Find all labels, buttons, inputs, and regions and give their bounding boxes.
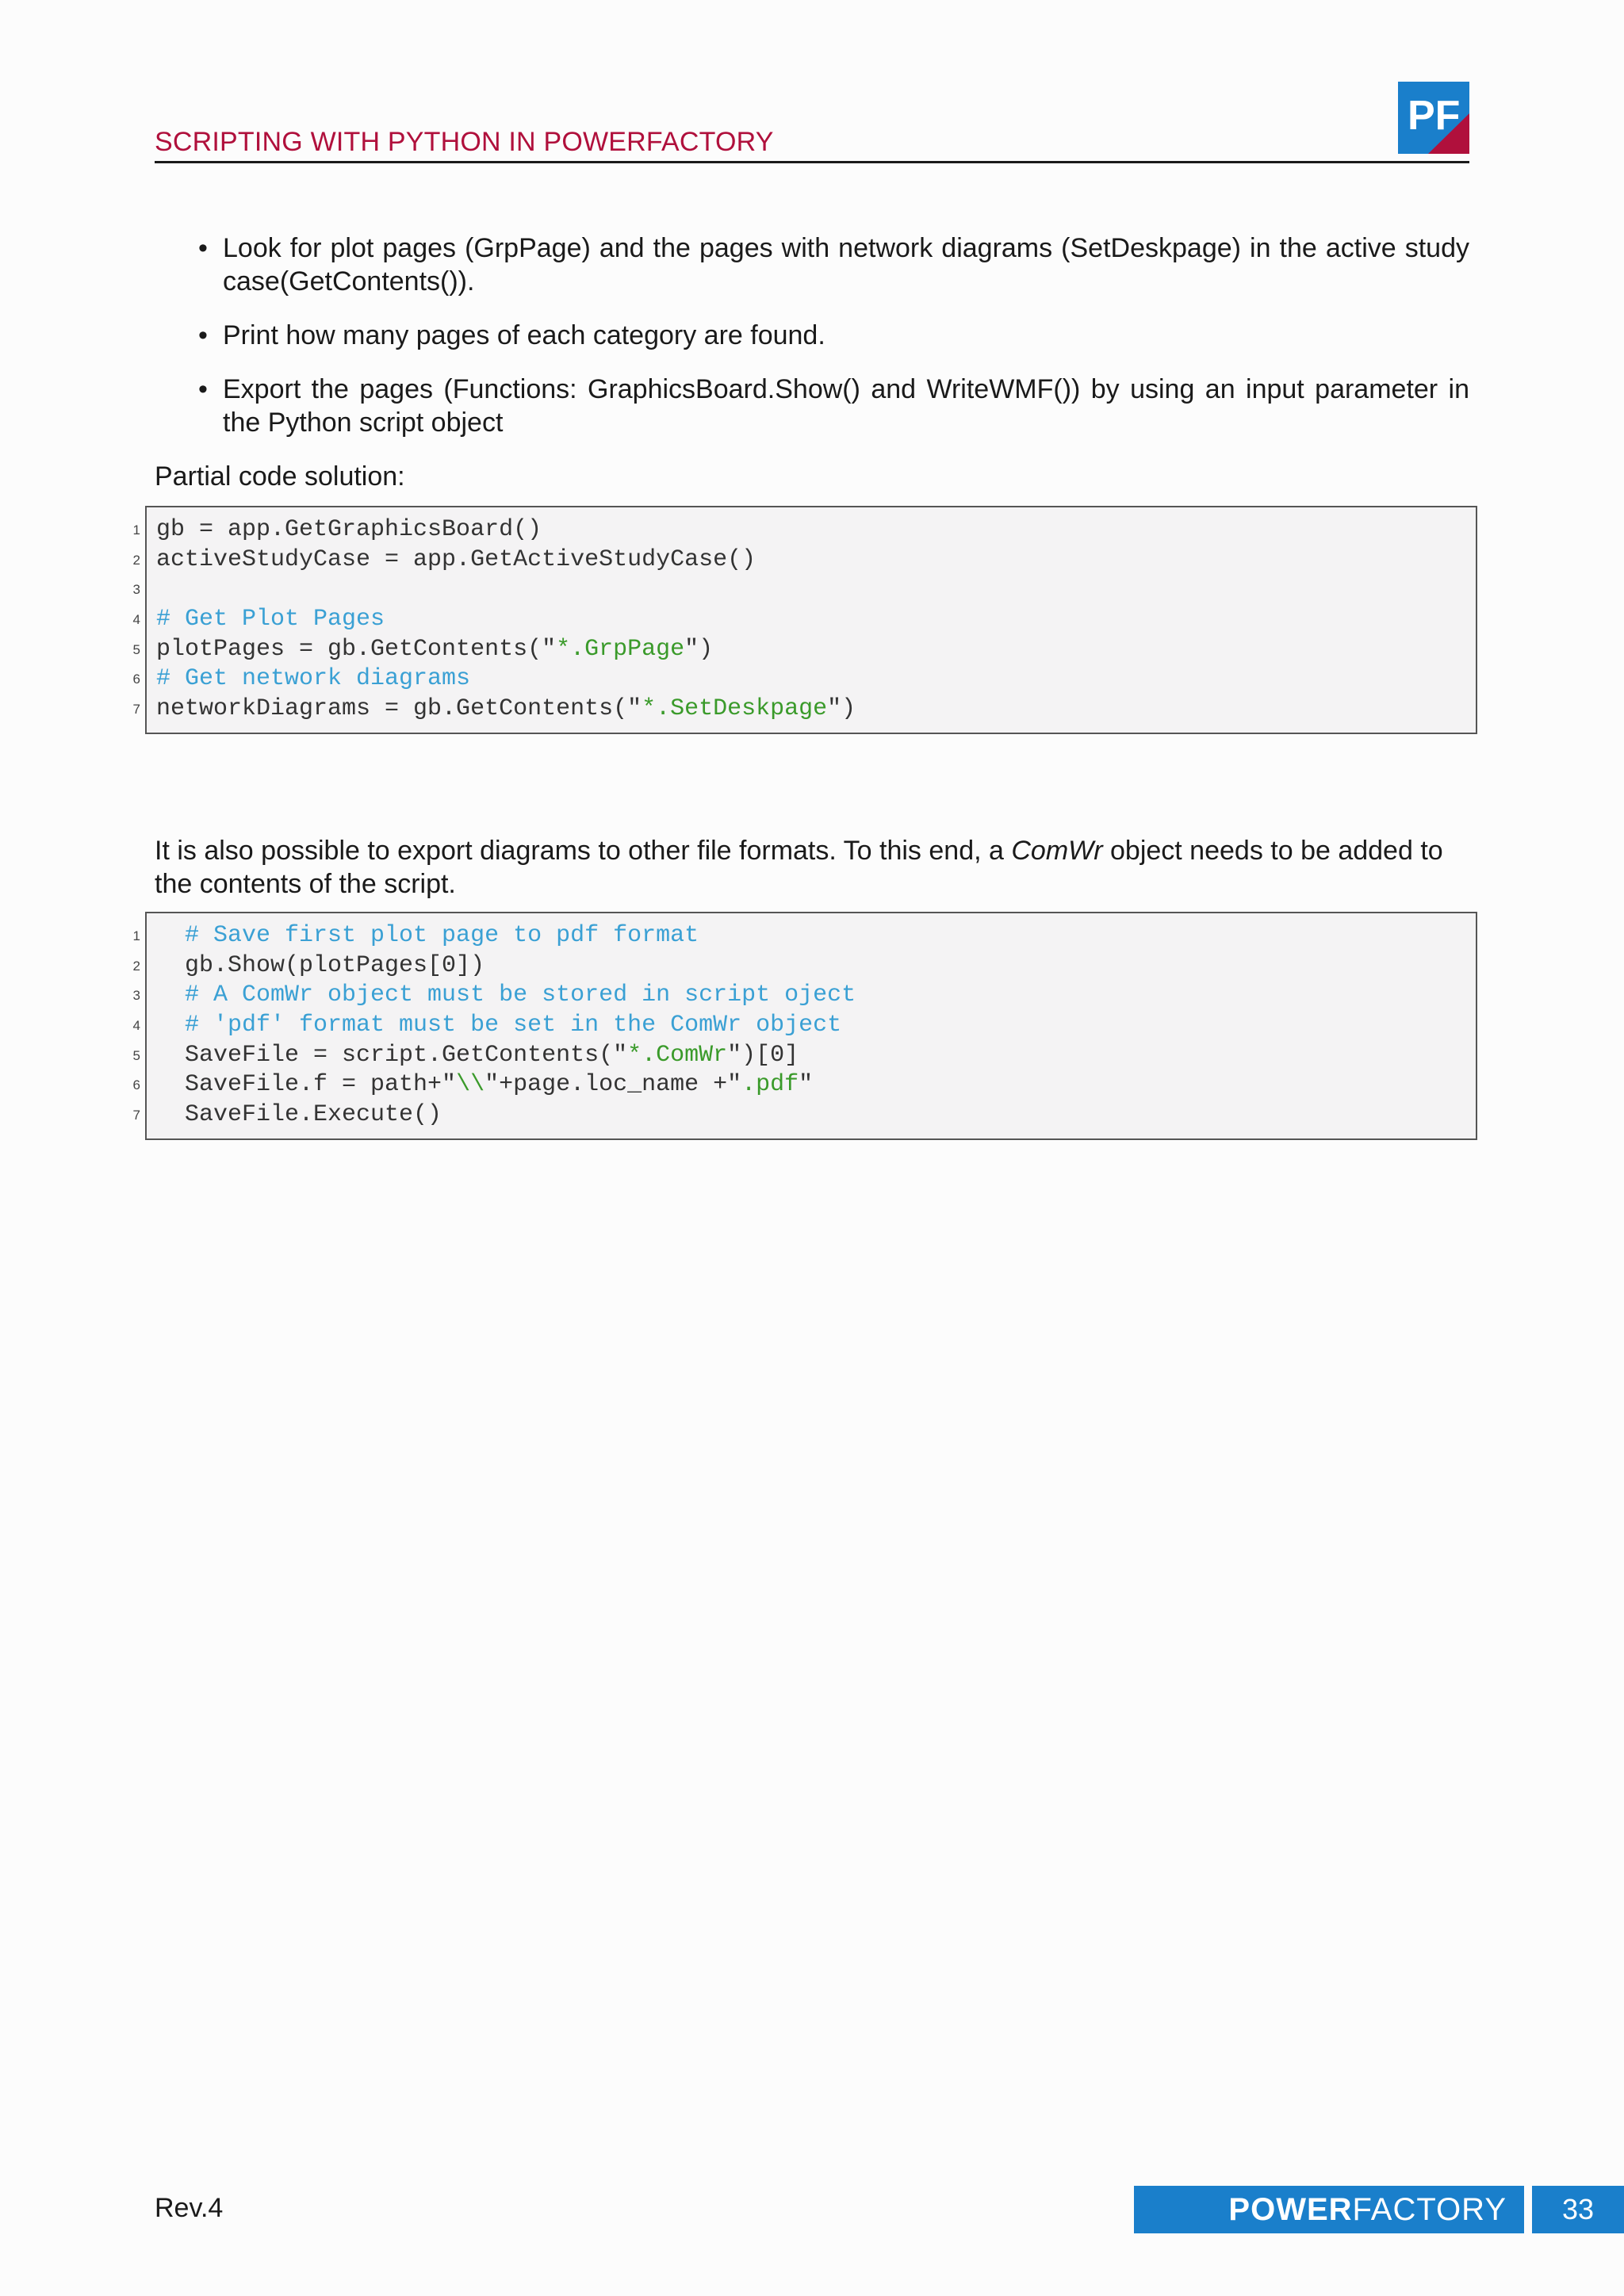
code-text [156, 635, 713, 665]
code-line [132, 1100, 1476, 1131]
code-string: *.ComWr [627, 1041, 728, 1069]
revision-label: Rev.4 [155, 2193, 224, 2223]
code-text [156, 664, 470, 695]
code-line [132, 545, 1476, 576]
code-text [156, 695, 856, 725]
line-number: 5 [132, 641, 140, 657]
bullet-icon: • [198, 233, 208, 263]
line-number: 2 [132, 552, 140, 568]
list-item [155, 232, 1469, 298]
code-string: *.SetDeskpage [642, 695, 828, 723]
code-text [156, 1100, 442, 1131]
line-number: 4 [132, 1018, 140, 1034]
line-number: 5 [132, 1047, 140, 1063]
code-comment: # A ComWr object must be stored in script oject [156, 982, 856, 1009]
code-token: SaveFile = script.GetContents(" [156, 1041, 628, 1069]
code-token: plotPages = gb.GetContents(" [156, 635, 557, 663]
paragraph-emphasis: ComWr [1011, 836, 1103, 866]
line-number: 7 [132, 702, 140, 718]
line-number: 7 [132, 1108, 140, 1123]
list-item-text: Export the pages (Functions: GraphicsBoard.Show() and WriteWMF()) by using an input parameter in the Python script object [223, 374, 1469, 438]
line-number: 1 [132, 928, 140, 943]
brand-bold: POWER [1228, 2191, 1353, 2227]
pf-logo-icon [1398, 82, 1469, 154]
code-token: " [799, 1071, 814, 1099]
code-text [156, 951, 485, 982]
list-item [155, 319, 1469, 352]
code-text [156, 1011, 841, 1041]
code-token: activeStudyCase = app.GetActiveStudyCase() [156, 545, 756, 573]
line-number: 3 [132, 582, 140, 598]
code-line [132, 605, 1476, 635]
code-line [132, 951, 1476, 982]
line-number: 2 [132, 958, 140, 974]
code-text [156, 605, 385, 635]
code-text [156, 921, 699, 951]
pf-logo-text: PF [1408, 93, 1461, 139]
code-comment: # Get Plot Pages [156, 606, 385, 633]
page-number: 33 [1532, 2186, 1624, 2233]
paragraph-text: object needs to be added to the contents of the script. [155, 836, 1443, 899]
code-line [132, 575, 1476, 605]
code-line [132, 635, 1476, 665]
code-token: ") [827, 695, 856, 723]
code-line [132, 1070, 1476, 1100]
code-token: gb = app.GetGraphicsBoard() [156, 516, 542, 543]
code-comment: # Get network diagrams [156, 665, 471, 693]
code-text [156, 515, 542, 545]
list-item-text: Print how many pages of each category are found. [223, 320, 825, 350]
list-item-text: Look for plot pages (GrpPage) and the pages with network diagrams (SetDeskpage) in the active study case(GetContents()). [223, 233, 1469, 297]
code-line [132, 981, 1476, 1011]
code-string: .pdf [741, 1071, 799, 1099]
bullet-icon: • [198, 374, 208, 404]
running-header: SCRIPTING WITH PYTHON IN POWERFACTORY [155, 127, 774, 157]
code-line [132, 695, 1476, 725]
line-number: 6 [132, 672, 140, 687]
code-text [156, 1070, 813, 1100]
code-token: ")[0] [727, 1041, 799, 1069]
code-token: "+page.loc_name +" [485, 1071, 742, 1099]
powerfactory-brand [1134, 2186, 1524, 2233]
line-number: 6 [132, 1077, 140, 1093]
code-string: \\ [456, 1071, 485, 1099]
code-line [132, 1041, 1476, 1071]
brand-rest: FACTORY [1352, 2191, 1507, 2227]
code-line [132, 1011, 1476, 1041]
list-item [155, 373, 1469, 439]
code-token: SaveFile.Execute() [156, 1101, 442, 1129]
paragraph-text: It is also possible to export diagrams to other file formats. To this end, a [155, 836, 1012, 866]
code-text [156, 1041, 799, 1071]
code-line [132, 515, 1476, 545]
code-string: *.GrpPage [556, 635, 685, 663]
line-number: 3 [132, 988, 140, 1004]
code-token: SaveFile.f = path+" [156, 1071, 457, 1099]
code-text [156, 981, 856, 1011]
line-number: 4 [132, 612, 140, 628]
code-text [156, 545, 756, 576]
code-token: gb.Show(plotPages[0]) [156, 951, 485, 979]
code-line [132, 664, 1476, 695]
code-comment: # 'pdf' format must be set in the ComWr object [156, 1012, 842, 1039]
code-line [132, 921, 1476, 951]
line-number: 1 [132, 522, 140, 538]
task-list [155, 232, 1469, 460]
partial-solution-label: Partial code solution: [155, 461, 405, 492]
bullet-icon: • [198, 320, 208, 350]
code-listing-2 [132, 912, 1477, 1140]
code-token: ") [684, 635, 714, 663]
code-listing-1 [132, 506, 1477, 734]
code-comment: # Save first plot page to pdf format [156, 922, 699, 949]
header-rule [155, 161, 1469, 163]
code-token: networkDiagrams = gb.GetContents(" [156, 695, 642, 723]
export-paragraph [155, 834, 1469, 901]
